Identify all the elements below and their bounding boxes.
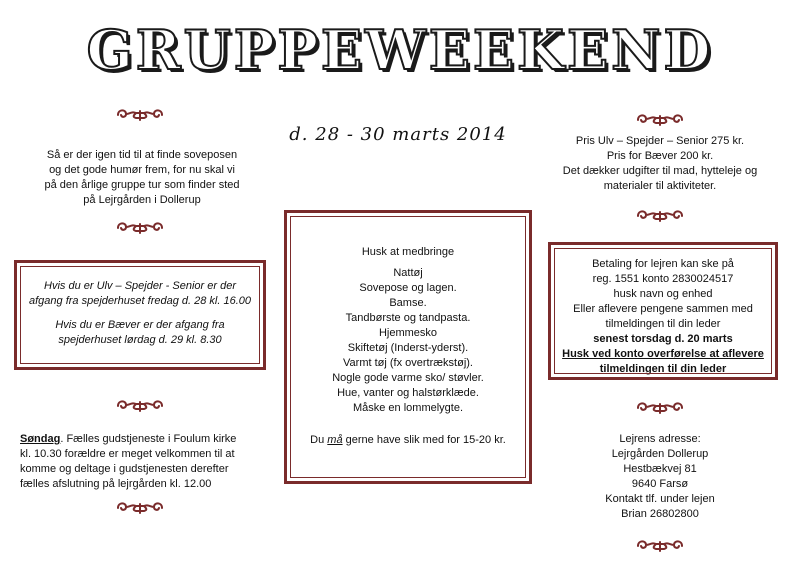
price-baever: Pris for Bæver 200 kr. — [606, 150, 714, 162]
flourish-ornament — [114, 500, 166, 516]
payment-box — [548, 242, 778, 380]
contact-phone: Brian 26802800 — [621, 508, 699, 520]
payment-account: reg. 1551 konto 2830024517 — [592, 273, 734, 285]
address-name: Lejrgården Dollerup — [611, 448, 709, 460]
sunday-text — [20, 432, 250, 492]
packing-item: Skiftetøj (Inderst-yderst). — [347, 342, 469, 354]
page-title: GRUPPEWEEKEND — [86, 18, 714, 82]
contact-label: Kontakt tlf. under lejen — [605, 493, 715, 505]
intro-text: Så er der igen tid til at finde soveposen og det gode humør frem, for nu skal vi på den årlige gruppe tur som finder sted på Lejrgården i Dollerup — [44, 149, 240, 206]
payment-line: Betaling for lejren kan ske på — [592, 258, 734, 270]
flourish-ornament — [634, 400, 686, 416]
departure-ulv: Hvis du er Ulv – Spejder - Senior er der afgang fra spejderhuset fredag d. 28 kl. 16.00 — [29, 280, 251, 307]
packing-item: Tandbørste og tandpasta. — [345, 312, 471, 324]
price-info — [548, 134, 772, 194]
flourish-ornament — [634, 208, 686, 224]
payment-line: husk navn og enhed — [613, 288, 713, 300]
flourish-ornament — [634, 538, 686, 554]
packing-item: Hjemmesko — [378, 327, 438, 339]
payment-note: Husk ved konto overførelse at aflevere tilmeldingen til din leder — [562, 348, 764, 375]
departure-baever: Hvis du er Bæver er der afgang fra spejderhuset lørdag d. 29 kl. 8.30 — [55, 319, 225, 346]
sunday-label: Søndag — [20, 433, 61, 445]
departure-box — [14, 260, 266, 370]
address-block — [560, 432, 760, 522]
payment-deadline: senest torsdag d. 20 marts — [593, 333, 733, 345]
packing-item: Nattøj — [393, 267, 423, 279]
sunday-details: . Fælles gudstjeneste i Foulum kirke kl. 10.30 forældre er meget velkommen til at komme og deltage i gudstjenesten derefter fælles afslutning på lejrgården kl. 12.00 — [20, 433, 237, 490]
price-ulv: Pris Ulv – Spejder – Senior 275 kr. — [575, 135, 745, 147]
address-street: Hestbækvej 81 — [623, 463, 697, 475]
payment-line: Eller aflevere pengene sammen med tilmeldingen til din leder — [573, 303, 753, 330]
price-coverage: Det dækker udgifter til mad, hytteleje og materialer til aktiviteter. — [562, 165, 758, 192]
packing-list — [297, 266, 519, 416]
packing-item: Nogle gode varme sko/ støvler. — [332, 372, 484, 384]
address-heading: Lejrens adresse: — [619, 433, 701, 445]
flourish-ornament — [114, 107, 166, 123]
packing-item: Varmt tøj (fx overtrækstøj). — [343, 357, 473, 369]
packing-item: Måske en lommelygte. — [352, 402, 464, 414]
candy-note: Du må gerne have slik med for 15-20 kr. — [310, 434, 506, 446]
packing-item: Sovepose og lagen. — [359, 282, 457, 294]
packing-box — [284, 210, 532, 484]
flourish-ornament — [634, 112, 686, 128]
flourish-ornament — [114, 220, 166, 236]
flourish-ornament — [114, 398, 166, 414]
event-date: d. 28 - 30 marts 2014 — [289, 124, 507, 145]
packing-item: Hue, vanter og halstørklæde. — [337, 387, 479, 399]
packing-heading: Husk at medbringe — [361, 246, 455, 258]
address-city: 9640 Farsø — [631, 478, 689, 490]
packing-item: Bamse. — [389, 297, 427, 309]
